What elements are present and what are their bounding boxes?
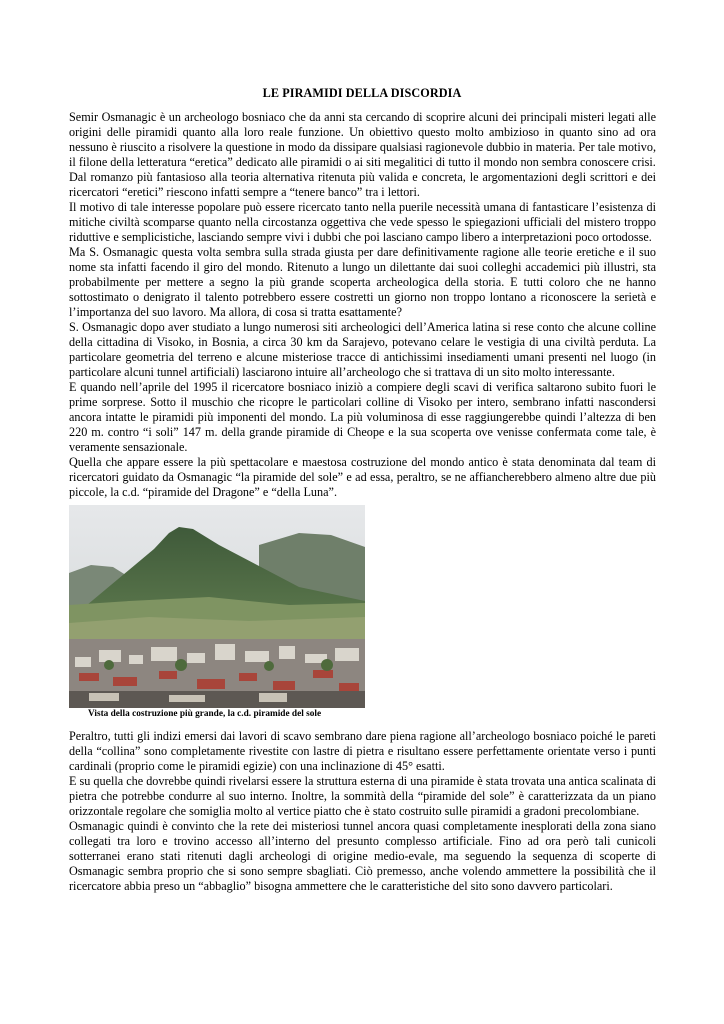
body-text-bottom [69,729,656,894]
paragraph: E su quella che dovrebbe quindi rivelarsi essere la struttura esterna di una piramide è stata trovata una antica scalinata di pietra che potrebbe condurre al suo interno. Inoltre, la sommità della “piramide del sole” è caratterizzata da un piano orizzontale regolare che somiglia molto al vertice piatto che è stato costruito sulle piramidi a gradoni precolombiane. [69,774,656,818]
paragraph: S. Osmanagic dopo aver studiato a lungo numerosi siti archeologici dell’America latina si rese conto che alcune colline della cittadina di Visoko, in Bosnia, a circa 30 km da Sarajevo, potevano celare le vestigia di una civiltà perduta. La particolare geometria del terreno e alcune misteriose tracce di antichissimi insediamenti umani presenti nel luogo (in particolare alcuni tunnel artificiali) lasciarono intuire all’archeologo che si trattava di un sito molto interessante. [69,320,656,379]
paragraph: Ma S. Osmanagic questa volta sembra sulla strada giusta per dare definitivamente ragione alle teorie eretiche e il suo nome sta infatti facendo il giro del mondo. Ritenuto a lungo un dilettante dai suoi colleghi accademici più illustri, sta probabilmente per mettere a segno la più grande scoperta archeologica della storia. E tutti coloro che ne hanno sottostimato o denigrato il talento potrebbero essere costretti un giorno non troppo lontano a riconoscere la serietà e l’importanza del suo lavoro. Ma allora, di cosa si tratta esattamente? [69,245,656,319]
body-text-top [69,110,656,500]
paragraph: Peraltro, tutti gli indizi emersi dai lavori di scavo sembrano dare piena ragione all’archeologo bosniaco poiché le pareti della “collina” sono completamente rivestite con lastre di pietra e risultano essere perfettamente orientate verso i punti cardinali (proprio come le piramidi egizie) con una inclinazione di 45° esatti. [69,729,656,773]
paragraph: Dal romanzo più fantasioso alla teoria alternativa ritenuta più valida e concreta, le argomentazioni degli scrittori e dei ricercatori “eretici” riescono infatti sempre a “tenere banco” tra i lettori. [69,170,656,199]
paragraph: Osmanagic quindi è convinto che la rete dei misteriosi tunnel ancora quasi completamente inesplorati della zona siano collegati tra loro e trovino accesso all’interno del presunto complesso artificiale. Fino ad ora però tali cunicoli sotterranei erano stati ritenuti dagli archeologi di origine medio-evale, ma seguendo la sequenza di scoperte di Osmanagic sembra proprio che si sono sempre sbagliati. Ciò premesso, anche volendo ammettere la possibilità che il ricercatore abbia preso un “abbaglio” bisogna ammettere che le caratteristiche del sito sono davvero particolari. [69,819,656,893]
paragraph: E quando nell’aprile del 1995 il ricercatore bosniaco iniziò a compiere degli scavi di verifica saltarono subito fuori le prime sorprese. Sotto il muschio che ricopre le particolari colline di Visoko per intero, sembrano infatti nascondersi ancora intatte le piramidi più imponenti del mondo. La più voluminosa di esse raggiungerebbe quindi l’altezza di ben 220 m. contro “i soli” 147 m. della grande piramide di Cheope e la sua scoperta ove venisse confermata come tale, è veramente sensazionale. [69,380,656,454]
image-caption: Vista della costruzione più grande, la c.d. piramide del sole [88,709,322,719]
paragraph: Semir Osmanagic è un archeologo bosniaco che da anni sta cercando di scoprire alcuni dei principali misteri legati alle origini delle piramidi quanto alla loro reale funzione. Un obiettivo questo molto ambizioso in quanto sino ad ora nessuno è riuscito a risolvere la questione in modo da dissipare qualsiasi ragionevole dubbio in materia. Per tale motivo, il filone della letteratura “eretica” dedicato alle piramidi o ai siti megalitici di tutto il mondo non sembra conoscere crisi. [69,110,656,169]
paragraph: Il motivo di tale interesse popolare può essere ricercato tanto nella puerile necessità umana di fantasticare l’esistenza di mitiche civiltà scomparse quanto nella circostanza oggettiva che vede spesso le spiegazioni ufficiali del mistero troppo riduttive e semplicistiche, lasciando sempre vivi i dubbi che poi lasciano campo libero a interpretazioni poco ortodosse. [69,200,656,244]
document-title: LE PIRAMIDI DELLA DISCORDIA [262,86,462,100]
paragraph: Quella che appare essere la più spettacolare e maestosa costruzione del mondo antico è stata denominata dal team di ricercatori guidato da Osmanagic “la piramide del sole” e ad essa, peraltro, se ne affiancherebbero almeno altre due più piccole, la c.d. “piramide del Dragone” e “della Luna”. [69,455,656,499]
pyramid-photo [69,505,365,708]
